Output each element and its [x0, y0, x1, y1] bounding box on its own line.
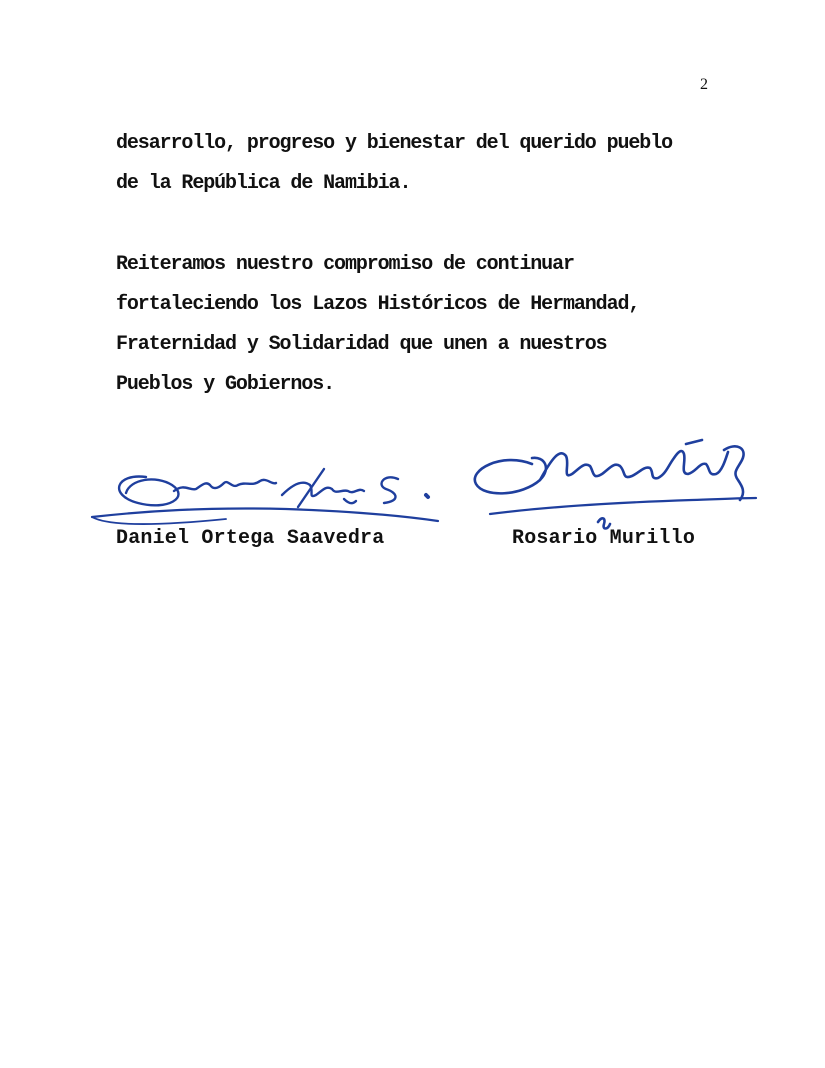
paragraph-line: desarrollo, progreso y bienestar del querido pueblo — [116, 132, 673, 155]
paragraph-commitment — [116, 245, 776, 405]
signer-name-ortega: Daniel Ortega Saavedra — [116, 527, 385, 550]
paragraph-line: fortaleciendo los Lazos Históricos de Hermandad, — [116, 293, 640, 316]
paragraph-line: de la República de Namibia. — [116, 172, 411, 195]
paragraph-line: Fraternidad y Solidaridad que unen a nuestros — [116, 333, 607, 356]
paragraph-closing-wishes — [116, 124, 776, 204]
paragraph-line: Pueblos y Gobiernos. — [116, 373, 335, 396]
paragraph-line: Reiteramos nuestro compromiso de continuar — [116, 253, 574, 276]
signer-name-murillo: Rosario Murillo — [512, 527, 696, 550]
signature-rosario-murillo — [462, 418, 762, 538]
signature-daniel-ortega — [86, 455, 446, 530]
page-number: 2 — [700, 76, 708, 93]
